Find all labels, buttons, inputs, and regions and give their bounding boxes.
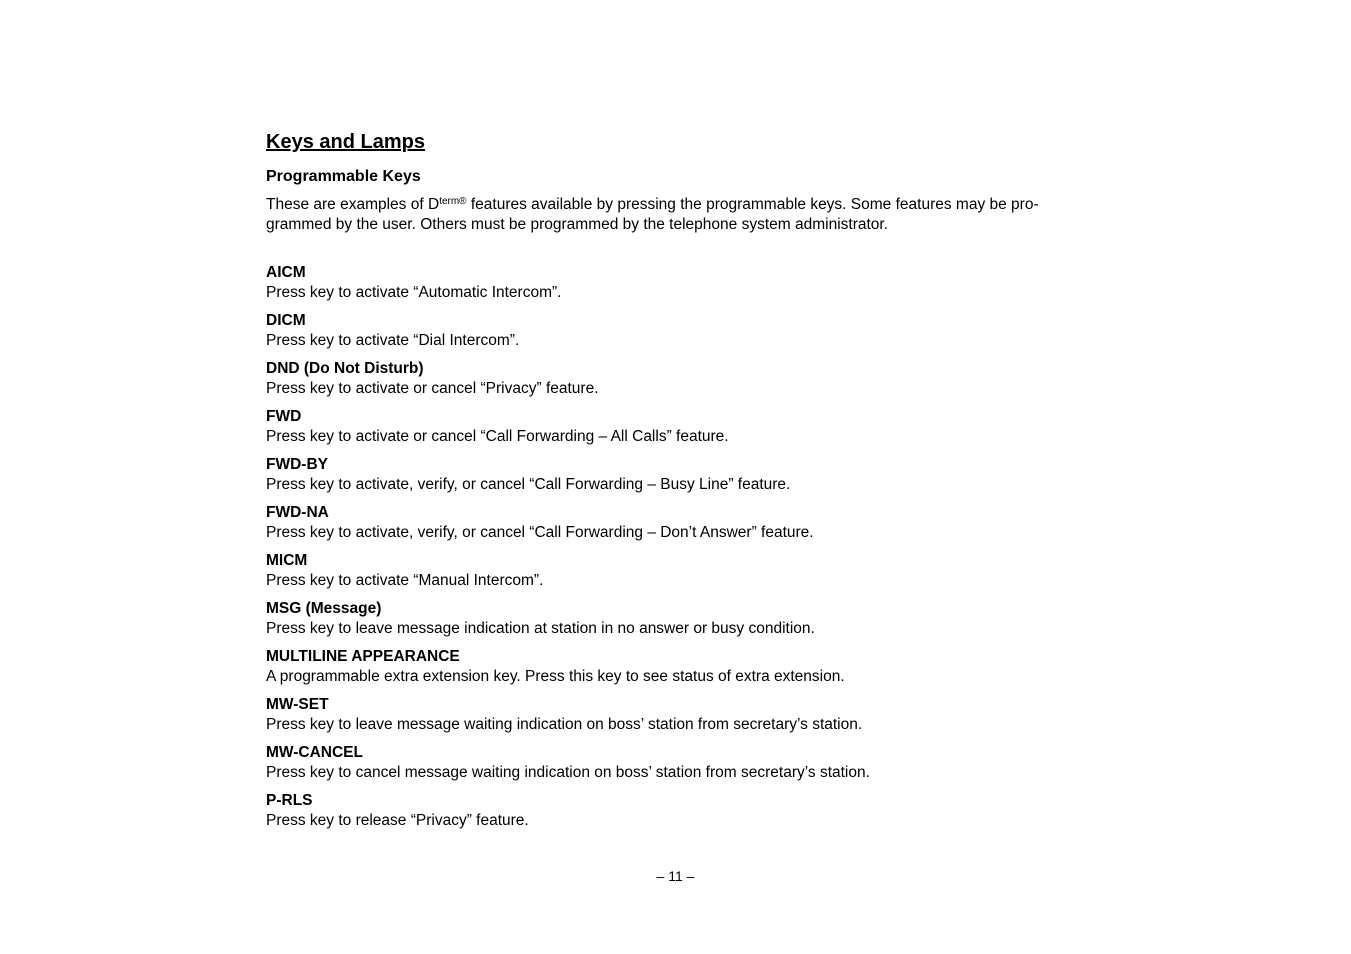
key-description: Press key to activate or cancel “Call Forwarding – All Calls” feature. bbox=[266, 428, 729, 445]
page-content bbox=[266, 128, 1086, 839]
key-entry bbox=[266, 455, 1086, 495]
key-name: DICM bbox=[266, 312, 306, 329]
key-entry bbox=[266, 359, 1086, 399]
key-description: Press key to cancel message waiting indication on boss’ station from secretary’s station. bbox=[266, 764, 870, 781]
key-description: Press key to release “Privacy” feature. bbox=[266, 812, 529, 829]
key-entry bbox=[266, 407, 1086, 447]
intro-before: These are examples of D bbox=[266, 196, 440, 213]
key-entry bbox=[266, 551, 1086, 591]
key-name: P-RLS bbox=[266, 792, 313, 809]
key-entry bbox=[266, 263, 1086, 303]
key-description: Press key to activate “Automatic Intercom”. bbox=[266, 284, 562, 301]
key-description: Press key to activate, verify, or cancel “Call Forwarding – Don’t Answer” feature. bbox=[266, 524, 814, 541]
key-entry bbox=[266, 503, 1086, 543]
key-description: A programmable extra extension key. Press this key to see status of extra extension. bbox=[266, 668, 845, 685]
intro-superscript: term bbox=[439, 196, 460, 207]
key-name: DND (Do Not Disturb) bbox=[266, 360, 424, 377]
key-entry bbox=[266, 647, 1086, 687]
key-description: Press key to activate “Dial Intercom”. bbox=[266, 332, 520, 349]
key-entry bbox=[266, 695, 1086, 735]
key-name: FWD bbox=[266, 408, 302, 425]
section-title: Programmable Keys bbox=[266, 168, 421, 185]
key-entry bbox=[266, 791, 1086, 831]
key-name: FWD-NA bbox=[266, 504, 329, 521]
key-name: MW-SET bbox=[266, 696, 329, 713]
key-name: MICM bbox=[266, 552, 308, 569]
key-name: AICM bbox=[266, 264, 306, 281]
key-name: MSG (Message) bbox=[266, 600, 382, 617]
key-name: MULTILINE APPEARANCE bbox=[266, 648, 460, 665]
intro-paragraph bbox=[266, 195, 1076, 235]
key-description: Press key to activate or cancel “Privacy” feature. bbox=[266, 380, 599, 397]
registered-mark: ® bbox=[459, 196, 467, 207]
key-name: FWD-BY bbox=[266, 456, 328, 473]
key-list bbox=[266, 263, 1086, 831]
key-description: Press key to leave message indication at station in no answer or busy condition. bbox=[266, 620, 815, 637]
key-description: Press key to activate, verify, or cancel “Call Forwarding – Busy Line” feature. bbox=[266, 476, 791, 493]
intro-after: features available by pressing the programmable keys. Some features may be pro-grammed by the user. Others must be programmed by the telephone system administrator. bbox=[266, 196, 1039, 233]
key-entry bbox=[266, 599, 1086, 639]
page-number: – 11 – bbox=[656, 868, 695, 884]
key-entry bbox=[266, 743, 1086, 783]
key-description: Press key to leave message waiting indication on boss’ station from secretary’s station. bbox=[266, 716, 863, 733]
key-description: Press key to activate “Manual Intercom”. bbox=[266, 572, 544, 589]
page-title: Keys and Lamps bbox=[266, 131, 425, 153]
key-entry bbox=[266, 311, 1086, 351]
key-name: MW-CANCEL bbox=[266, 744, 363, 761]
